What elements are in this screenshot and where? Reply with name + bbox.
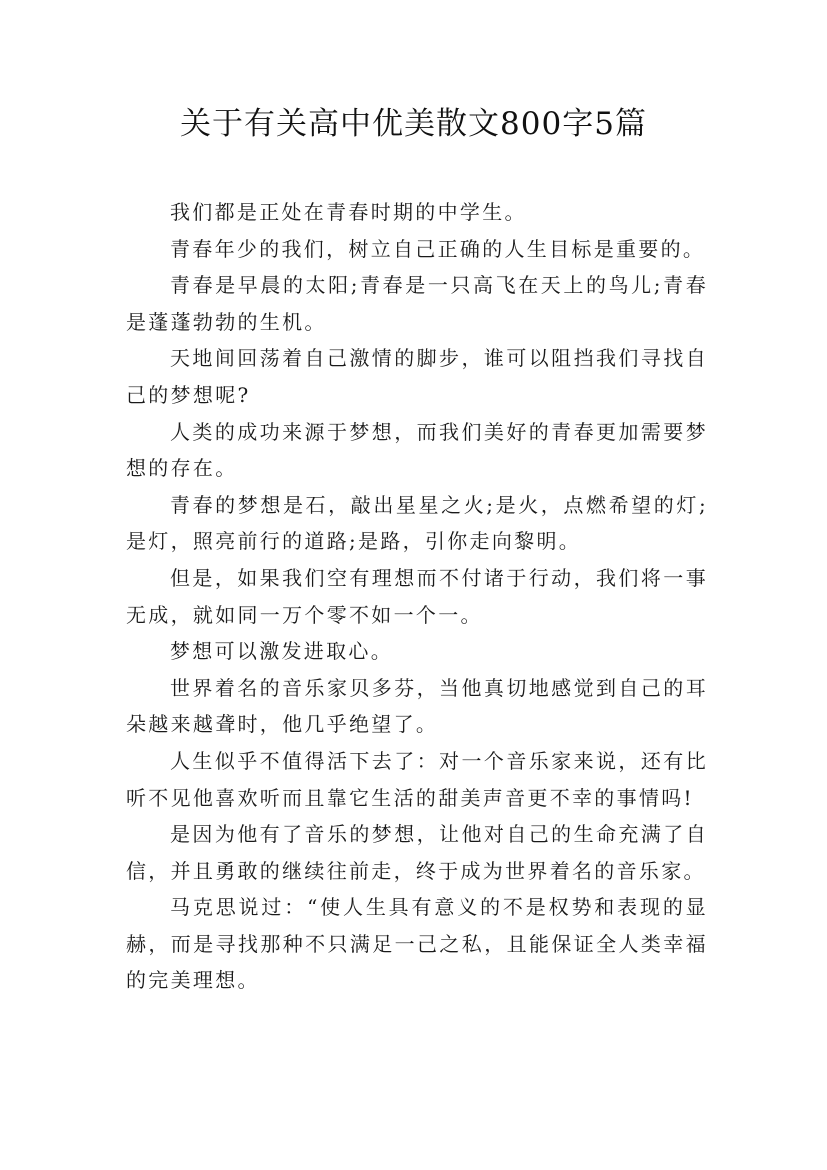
paragraph: 天地间回荡着自己激情的脚步，谁可以阻挡我们寻找自己的梦想呢? (126, 346, 708, 407)
document-title: 关于有关高中优美散文800字5篇 (180, 106, 647, 142)
paragraph: 青春年少的我们，树立自己正确的人生目标是重要的。 (170, 236, 706, 261)
paragraph: 是因为他有了音乐的梦想，让他对自己的生命充满了自信，并且勇敢的继续往前走，终于成为世界着名的音乐家。 (126, 822, 708, 883)
paragraph: 青春是早晨的太阳;青春是一只高飞在天上的鸟儿;青春是蓬蓬勃勃的生机。 (126, 273, 708, 334)
paragraph: 马克思说过：“使人生具有意义的不是权势和表现的显赫，而是寻找那种不只满足一己之私，且能保证全人类幸福的完美理想。 (126, 895, 708, 993)
paragraph: 我们都是正处在青春时期的中学生。 (170, 200, 527, 224)
paragraph: 青春的梦想是石，敲出星星之火;是火，点燃希望的灯;是灯，照亮前行的道路;是路，引你走向黎明。 (126, 492, 708, 554)
paragraph: 人生似乎不值得活下去了：对一个音乐家来说，还有比听不见他喜欢听而且靠它生活的甜美声音更不幸的事情吗! (126, 748, 708, 810)
paragraph: 梦想可以激发进取心。 (170, 639, 393, 664)
paragraph: 世界着名的音乐家贝多芬，当他真切地感觉到自己的耳朵越来越聋时，他几乎绝望了。 (126, 675, 708, 737)
paragraph: 人类的成功来源于梦想，而我们美好的青春更加需要梦想的存在。 (126, 419, 708, 481)
paragraph: 但是，如果我们空有理想而不付诸于行动，我们将一事无成，就如同一万个零不如一个一。 (126, 565, 708, 627)
document-body (126, 194, 708, 999)
